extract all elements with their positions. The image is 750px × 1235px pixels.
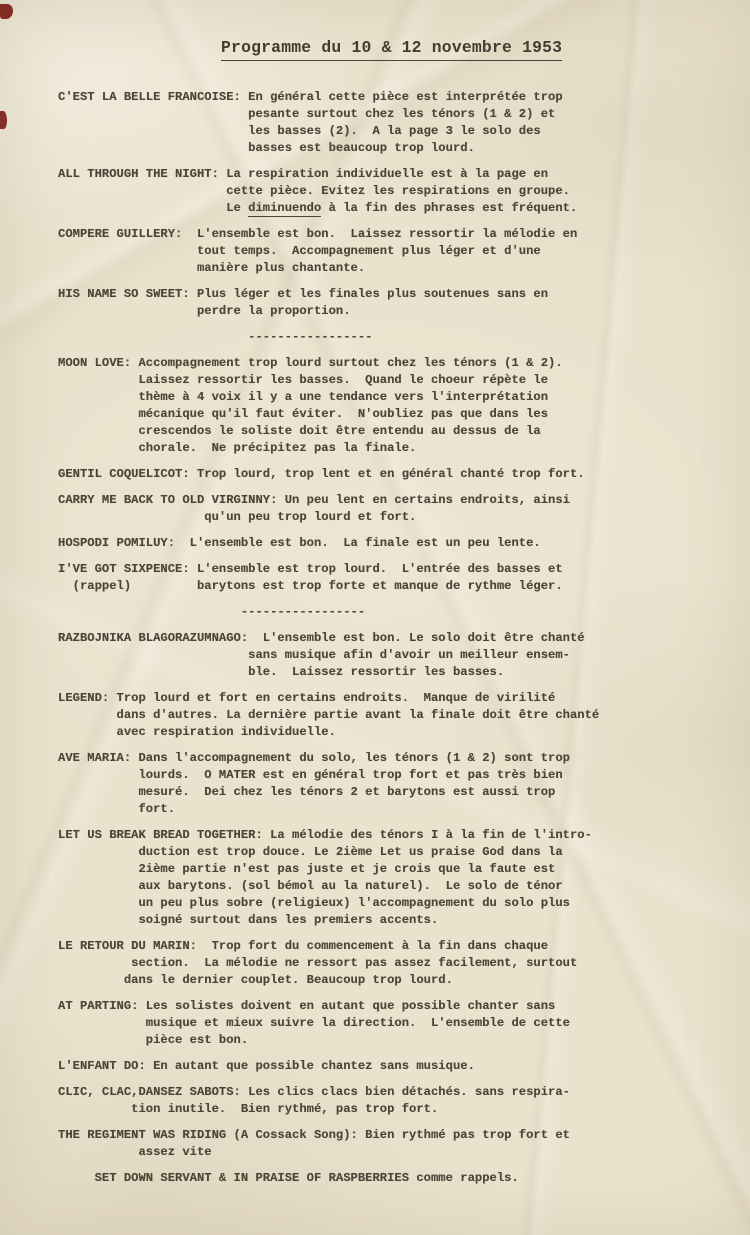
text-line: (rappel) barytons est trop forte et manque de rythme léger.: [58, 579, 563, 593]
divider-line: [58, 604, 742, 621]
programme-entry-ave-maria: [58, 750, 742, 818]
text-line: mécanique qu'il faut éviter. N'oubliez pas que dans les: [58, 407, 549, 421]
red-ink-mark-edge: [0, 111, 7, 129]
text-line: LET US BREAK BREAD TOGETHER: La mélodie des ténors I à la fin de l'intro-: [58, 828, 592, 842]
text-line: aux barytons. (sol bémol au la naturel). Le solo de ténor: [58, 879, 563, 893]
programme-entry-clic-clac-dansez-sabots: [58, 1084, 742, 1118]
text-line: Le diminuendo à la fin des phrases est fréquent.: [58, 201, 578, 215]
programme-entries: [0, 61, 750, 1187]
text-line: soigné surtout dans les premiers accents.: [58, 913, 439, 927]
document-title: Programme du 10 & 12 novembre 1953: [221, 38, 562, 61]
programme-entry-his-name-so-sweet: [58, 286, 742, 320]
text-line: COMPERE GUILLERY: L'ensemble est bon. Laissez ressortir la mélodie en: [58, 227, 578, 241]
text-line: section. La mélodie ne ressort pas assez facilement, surtout: [58, 956, 578, 970]
text-line: AT PARTING: Les solistes doivent en autant que possible chanter sans: [58, 999, 556, 1013]
text-line: thème à 4 voix il y a une tendance vers l'interprétation: [58, 390, 549, 404]
programme-entry-gentil-coquelicot: [58, 466, 742, 483]
text-line: fort.: [58, 802, 176, 816]
text-line: manière plus chantante.: [58, 261, 366, 275]
text-line: L'ENFANT DO: En autant que possible chantez sans musique.: [58, 1059, 475, 1073]
text-line: ble. Laissez ressortir les basses.: [58, 665, 505, 679]
text-line: -----------------: [58, 605, 366, 619]
programme-entry-let-us-break-bread-together: [58, 827, 742, 929]
text-line: ALL THROUGH THE NIGHT: La respiration individuelle est à la page en: [58, 167, 549, 181]
text-line: un peu plus sobre (religieux) l'accompagnement du solo plus: [58, 896, 570, 910]
programme-entry-i-ve-got-sixpence: [58, 561, 742, 595]
text-line: sans musique afin d'avoir un meilleur ensem-: [58, 648, 570, 662]
programme-entry-legend: [58, 690, 742, 741]
programme-entry-all-through-the-night: [58, 166, 742, 217]
text-line: Laissez ressortir les basses. Quand le choeur répète le: [58, 373, 549, 387]
programme-entry-carry-me-back-to-old-virginny: [58, 492, 742, 526]
text-line: cette pièce. Evitez les respirations en groupe.: [58, 184, 570, 198]
text-line: THE REGIMENT WAS RIDING (A Cossack Song): Bien rythmé pas trop fort et: [58, 1128, 570, 1142]
text-line: mesuré. Dei chez les ténors 2 et barytons est aussi trop: [58, 785, 556, 799]
text-line: AVE MARIA: Dans l'accompagnement du solo, les ténors (1 & 2) sont trop: [58, 751, 570, 765]
text-line: assez vite: [58, 1145, 212, 1159]
programme-entry-hospodi-pomiluy: [58, 535, 742, 552]
divider-line: [58, 329, 742, 346]
text-line: CARRY ME BACK TO OLD VIRGINNY: Un peu lent en certains endroits, ainsi: [58, 493, 570, 507]
text-line: dans le dernier couplet. Beaucoup trop lourd.: [58, 973, 453, 987]
programme-entry-razbojnika-blagorazumnago: [58, 630, 742, 681]
text-line: HIS NAME SO SWEET: Plus léger et les finales plus soutenues sans en: [58, 287, 549, 301]
text-line: C'EST LA BELLE FRANCOISE: En général cette pièce est interprétée trop: [58, 90, 563, 104]
text-line: HOSPODI POMILUY: L'ensemble est bon. La finale est un peu lente.: [58, 536, 541, 550]
text-line: I'VE GOT SIXPENCE: L'ensemble est trop lourd. L'entrée des basses et: [58, 562, 563, 576]
programme-entry-rappels-note: [58, 1170, 742, 1187]
text-line: CLIC, CLAC,DANSEZ SABOTS: Les clics clacs bien détachés. sans respira-: [58, 1085, 570, 1099]
text-line: -----------------: [58, 330, 373, 344]
text-line: perdre la proportion.: [58, 304, 351, 318]
text-line: crescendos le soliste doit être entendu au dessus de la: [58, 424, 541, 438]
text-line: GENTIL COQUELICOT: Trop lourd, trop lent et en général chanté trop fort.: [58, 467, 585, 481]
underlined-word: diminuendo: [248, 201, 322, 215]
text-line: MOON LOVE: Accompagnement trop lourd surtout chez les ténors (1 & 2).: [58, 356, 563, 370]
text-line: RAZBOJNIKA BLAGORAZUMNAGO: L'ensemble est bon. Le solo doit être chanté: [58, 631, 585, 645]
programme-entry-le-retour-du-marin: [58, 938, 742, 989]
text-line: dans d'autres. La dernière partie avant la finale doit être chanté: [58, 708, 600, 722]
text-line: les basses (2). A la page 3 le solo des: [58, 124, 541, 138]
text-line: tout temps. Accompagnement plus léger et d'une: [58, 244, 541, 258]
text-line: basses est beaucoup trop lourd.: [58, 141, 475, 155]
programme-entry-at-parting: [58, 998, 742, 1049]
programme-entry-compere-guillery: [58, 226, 742, 277]
red-ink-mark-corner: [0, 4, 13, 19]
text-line: 2ième partie n'est pas juste et je crois que la faute est: [58, 862, 556, 876]
programme-entry-the-regiment-was-riding: [58, 1127, 742, 1161]
text-line: qu'un peu trop lourd et fort.: [58, 510, 417, 524]
text-line: SET DOWN SERVANT & IN PRAISE OF RASPBERRIES comme rappels.: [58, 1171, 519, 1185]
text-line: lourds. O MATER est en général trop fort et pas très bien: [58, 768, 563, 782]
text-line: tion inutile. Bien rythmé, pas trop fort.: [58, 1102, 439, 1116]
text-line: duction est trop douce. Le 2ième Let us praise God dans la: [58, 845, 563, 859]
programme-entry-l-enfant-do: [58, 1058, 742, 1075]
programme-entry-c-est-la-belle-francoise: [58, 89, 742, 157]
text-line: musique et mieux suivre la direction. L'ensemble de cette: [58, 1016, 570, 1030]
text-line: avec respiration individuelle.: [58, 725, 336, 739]
programme-entry-moon-love: [58, 355, 742, 457]
text-line: LE RETOUR DU MARIN: Trop fort du commencement à la fin dans chaque: [58, 939, 549, 953]
text-line: pièce est bon.: [58, 1033, 249, 1047]
text-line: LEGEND: Trop lourd et fort en certains endroits. Manque de virilité: [58, 691, 556, 705]
text-line: pesante surtout chez les ténors (1 & 2) et: [58, 107, 556, 121]
text-line: chorale. Ne précipitez pas la finale.: [58, 441, 417, 455]
